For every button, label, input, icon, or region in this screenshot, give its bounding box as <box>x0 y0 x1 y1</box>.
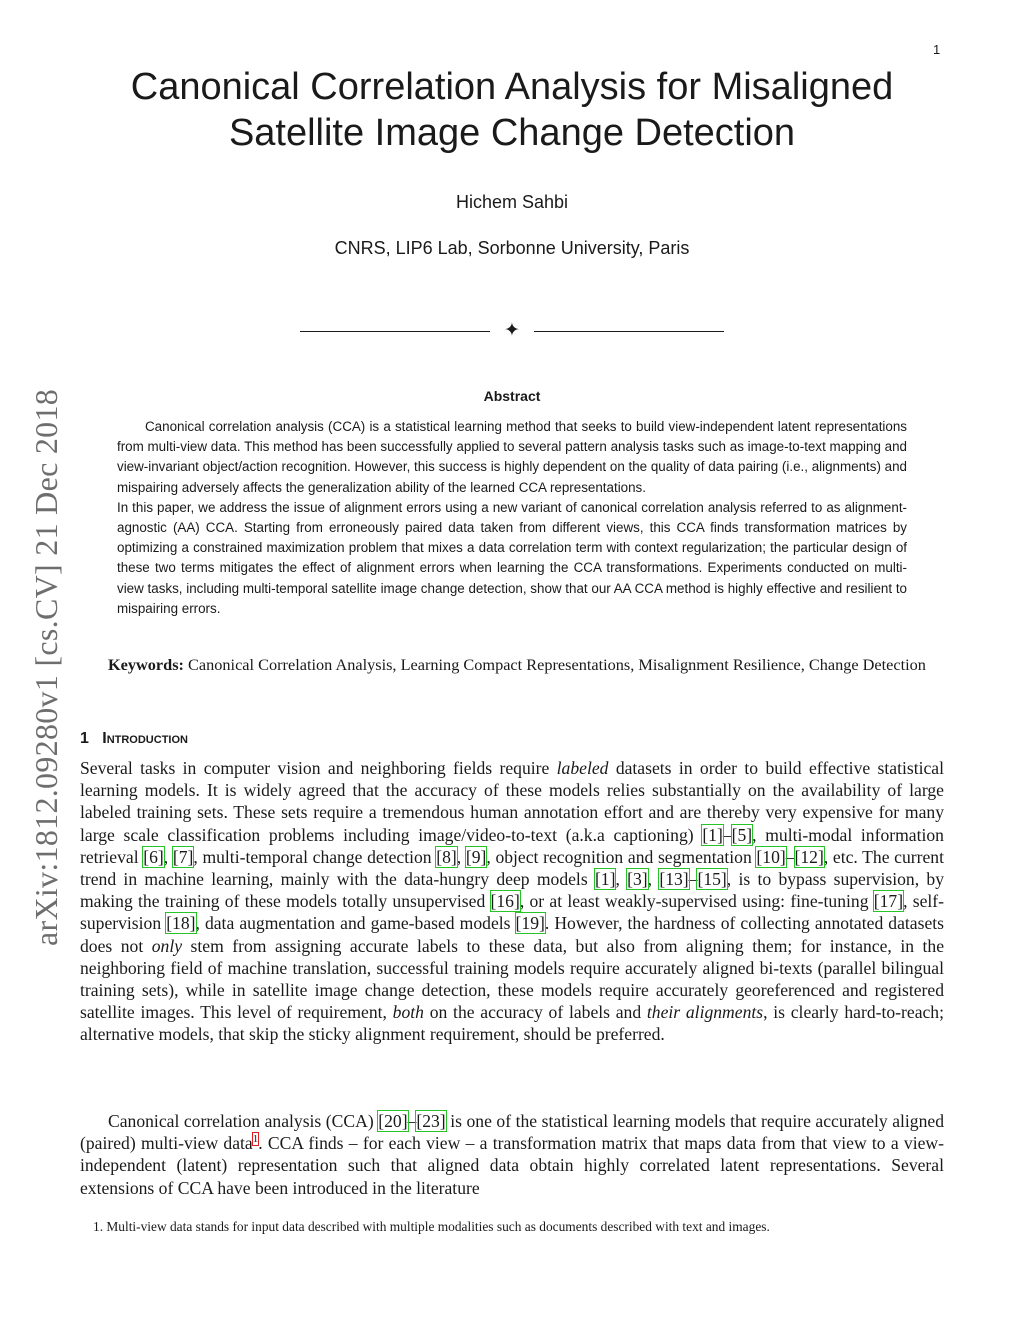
emphasis-text: only <box>151 935 183 956</box>
title-line-1: Canonical Correlation Analysis for Misaligned <box>130 66 894 108</box>
body-text: , data augmentation and game-based models <box>195 913 516 934</box>
body-text: on the accuracy of labels and <box>423 1002 647 1023</box>
body-text: – <box>688 869 698 890</box>
citation-link[interactable]: [15] <box>697 869 727 890</box>
body-text: – <box>785 846 795 867</box>
body-text: , <box>163 846 173 867</box>
body-text: stem from assigning accurate labels to these data, but also from aligning them; for instance, in the neighboring field of machine translation, successful training models require accurately aligned bi-texts (parallel bilingual training sets), while in satellite image change detection, these models require accurately georeferenced and registered satellite images. This level of requirement, <box>80 935 944 1023</box>
title-line-2: Satellite Image Change Detection <box>228 112 796 154</box>
body-text: . CCA finds – for each view – a transformation matrix that maps data from that view to a view-independent (latent) representation such that aligned data obtain highly correlated latent representations. Several extensions of CCA have been introduced in the literature <box>80 1133 944 1198</box>
body-text: , etc. The current trend in machine learning, mainly with the data-hungry deep models <box>80 846 944 890</box>
citation-link[interactable]: [10] <box>756 846 786 867</box>
body-text: , self-supervision <box>80 891 944 934</box>
section-heading-introduction <box>80 730 188 748</box>
section-title: Introduction <box>102 730 188 747</box>
keywords-label: Keywords: <box>108 655 184 674</box>
citation-link[interactable]: [6] <box>143 846 164 867</box>
citation-link[interactable]: [13] <box>659 869 689 890</box>
arxiv-identifier: arXiv:1812.09280v1 [cs.CV] 21 Dec 2018 <box>28 388 64 946</box>
body-text: is one of the statistical learning models that require accurately aligned (paired) multi-view data <box>80 1111 945 1154</box>
intro-paragraph-1 <box>80 757 944 1046</box>
abstract-heading: Abstract <box>483 388 541 404</box>
page-number: 1 <box>933 42 941 57</box>
body-text: Canonical correlation analysis (CCA) <box>108 1111 379 1131</box>
intro-paragraph-2 <box>80 1110 944 1199</box>
citation-link[interactable]: [3] <box>627 869 648 890</box>
author-affiliation: CNRS, LIP6 Lab, Sorbonne University, Paris <box>334 238 690 258</box>
title-divider <box>300 322 724 342</box>
divider-line-right <box>534 331 724 332</box>
keywords-text: Canonical Correlation Analysis, Learning Compact Representations, Misalignment Resilience, Change Detection <box>188 655 926 674</box>
footnote-reference[interactable]: 1 <box>252 1133 259 1146</box>
body-text: , multi-temporal change detection <box>193 846 437 867</box>
citation-link[interactable]: [12] <box>794 846 824 867</box>
author-name: Hichem Sahbi <box>455 192 569 212</box>
section-number: 1 <box>80 730 89 747</box>
keywords <box>80 654 944 676</box>
abstract-body <box>117 417 907 619</box>
citation-link[interactable]: [19] <box>515 913 545 934</box>
body-text: datasets in order to build effective statistical learning models. It is widely agreed that the accuracy of these models relies substantially on the availability of large labeled training sets. These sets require a tremendous human annotation effort and are thereby very expensive for many large scale classification problems including image/video-to-text (a.k.a captioning) <box>80 758 944 845</box>
body-text: , <box>647 869 660 890</box>
citation-link[interactable]: [7] <box>172 846 194 867</box>
body-text: , or at least weakly-supervised using: fine-tuning <box>519 891 874 912</box>
citation-link[interactable]: [23] <box>416 1111 446 1131</box>
citation-link[interactable]: [5] <box>731 824 753 845</box>
body-text: , multi-modal information retrieval <box>80 824 944 867</box>
body-text: , <box>615 869 628 890</box>
citation-link[interactable]: [18] <box>166 913 196 934</box>
body-text: – <box>407 1111 417 1131</box>
citation-link[interactable]: [8] <box>436 846 457 867</box>
citation-link[interactable]: [17] <box>873 891 904 912</box>
abstract-paragraph-1: Canonical correlation analysis (CCA) is a statistical learning method that seeks to build view-independent latent representations from multi-view data. This method has been successfully applied to several pattern analysis tasks such as image-to-text mapping and view-invariant object/action recognition. However, this success is highly dependent on the quality of data pairing (i.e., alignments) and mispairing adversely affects the generalization ability of the learned CCA representations. <box>117 419 907 495</box>
body-text: , object recognition and segmentation <box>486 846 757 867</box>
emphasis-text: their alignments <box>646 1002 764 1023</box>
emphasis-text: labeled <box>556 758 609 778</box>
citation-link[interactable]: [1] <box>702 824 723 845</box>
abstract-paragraph-2: In this paper, we address the issue of alignment errors using a new variant of canonical correlation analysis referred to as alignment-agnostic (AA) CCA. Starting from erroneously paired data taken from different views, this CCA finds transformation matrices by optimizing a constrained maximization problem that mixes a data correlation term with context regularization; the particular design of these two terms mitigates the effect of alignment errors when learning the CCA transformations. Experiments conducted on multi-view tasks, including multi-temporal satellite image change detection, show that our AA CCA method is highly effective and resilient to mispairing errors. <box>117 499 907 616</box>
body-text: , is to bypass supervision, by making the training of these models totally unsupervised <box>80 869 945 912</box>
divider-star-icon: ✦ <box>504 320 520 341</box>
paper-title <box>60 64 964 156</box>
citation-link[interactable]: [16] <box>490 891 520 912</box>
body-text: , is clearly hard-to-reach; alternative models, that skip the sticky alignment requirement, should be preferred. <box>80 1002 944 1045</box>
citation-link[interactable]: [20] <box>378 1111 408 1131</box>
body-text: – <box>722 824 732 845</box>
body-text: . However, the hardness of collecting annotated datasets does not <box>80 913 944 956</box>
citation-link[interactable]: [1] <box>594 869 616 890</box>
body-text: , <box>456 846 466 867</box>
body-text: Several tasks in computer vision and neighboring fields require <box>80 758 557 778</box>
citation-link[interactable]: [9] <box>465 846 487 867</box>
emphasis-text: both <box>392 1002 424 1023</box>
footnote: 1. Multi-view data stands for input data described with multiple modalities such as documents described with text and images. <box>93 1219 770 1234</box>
